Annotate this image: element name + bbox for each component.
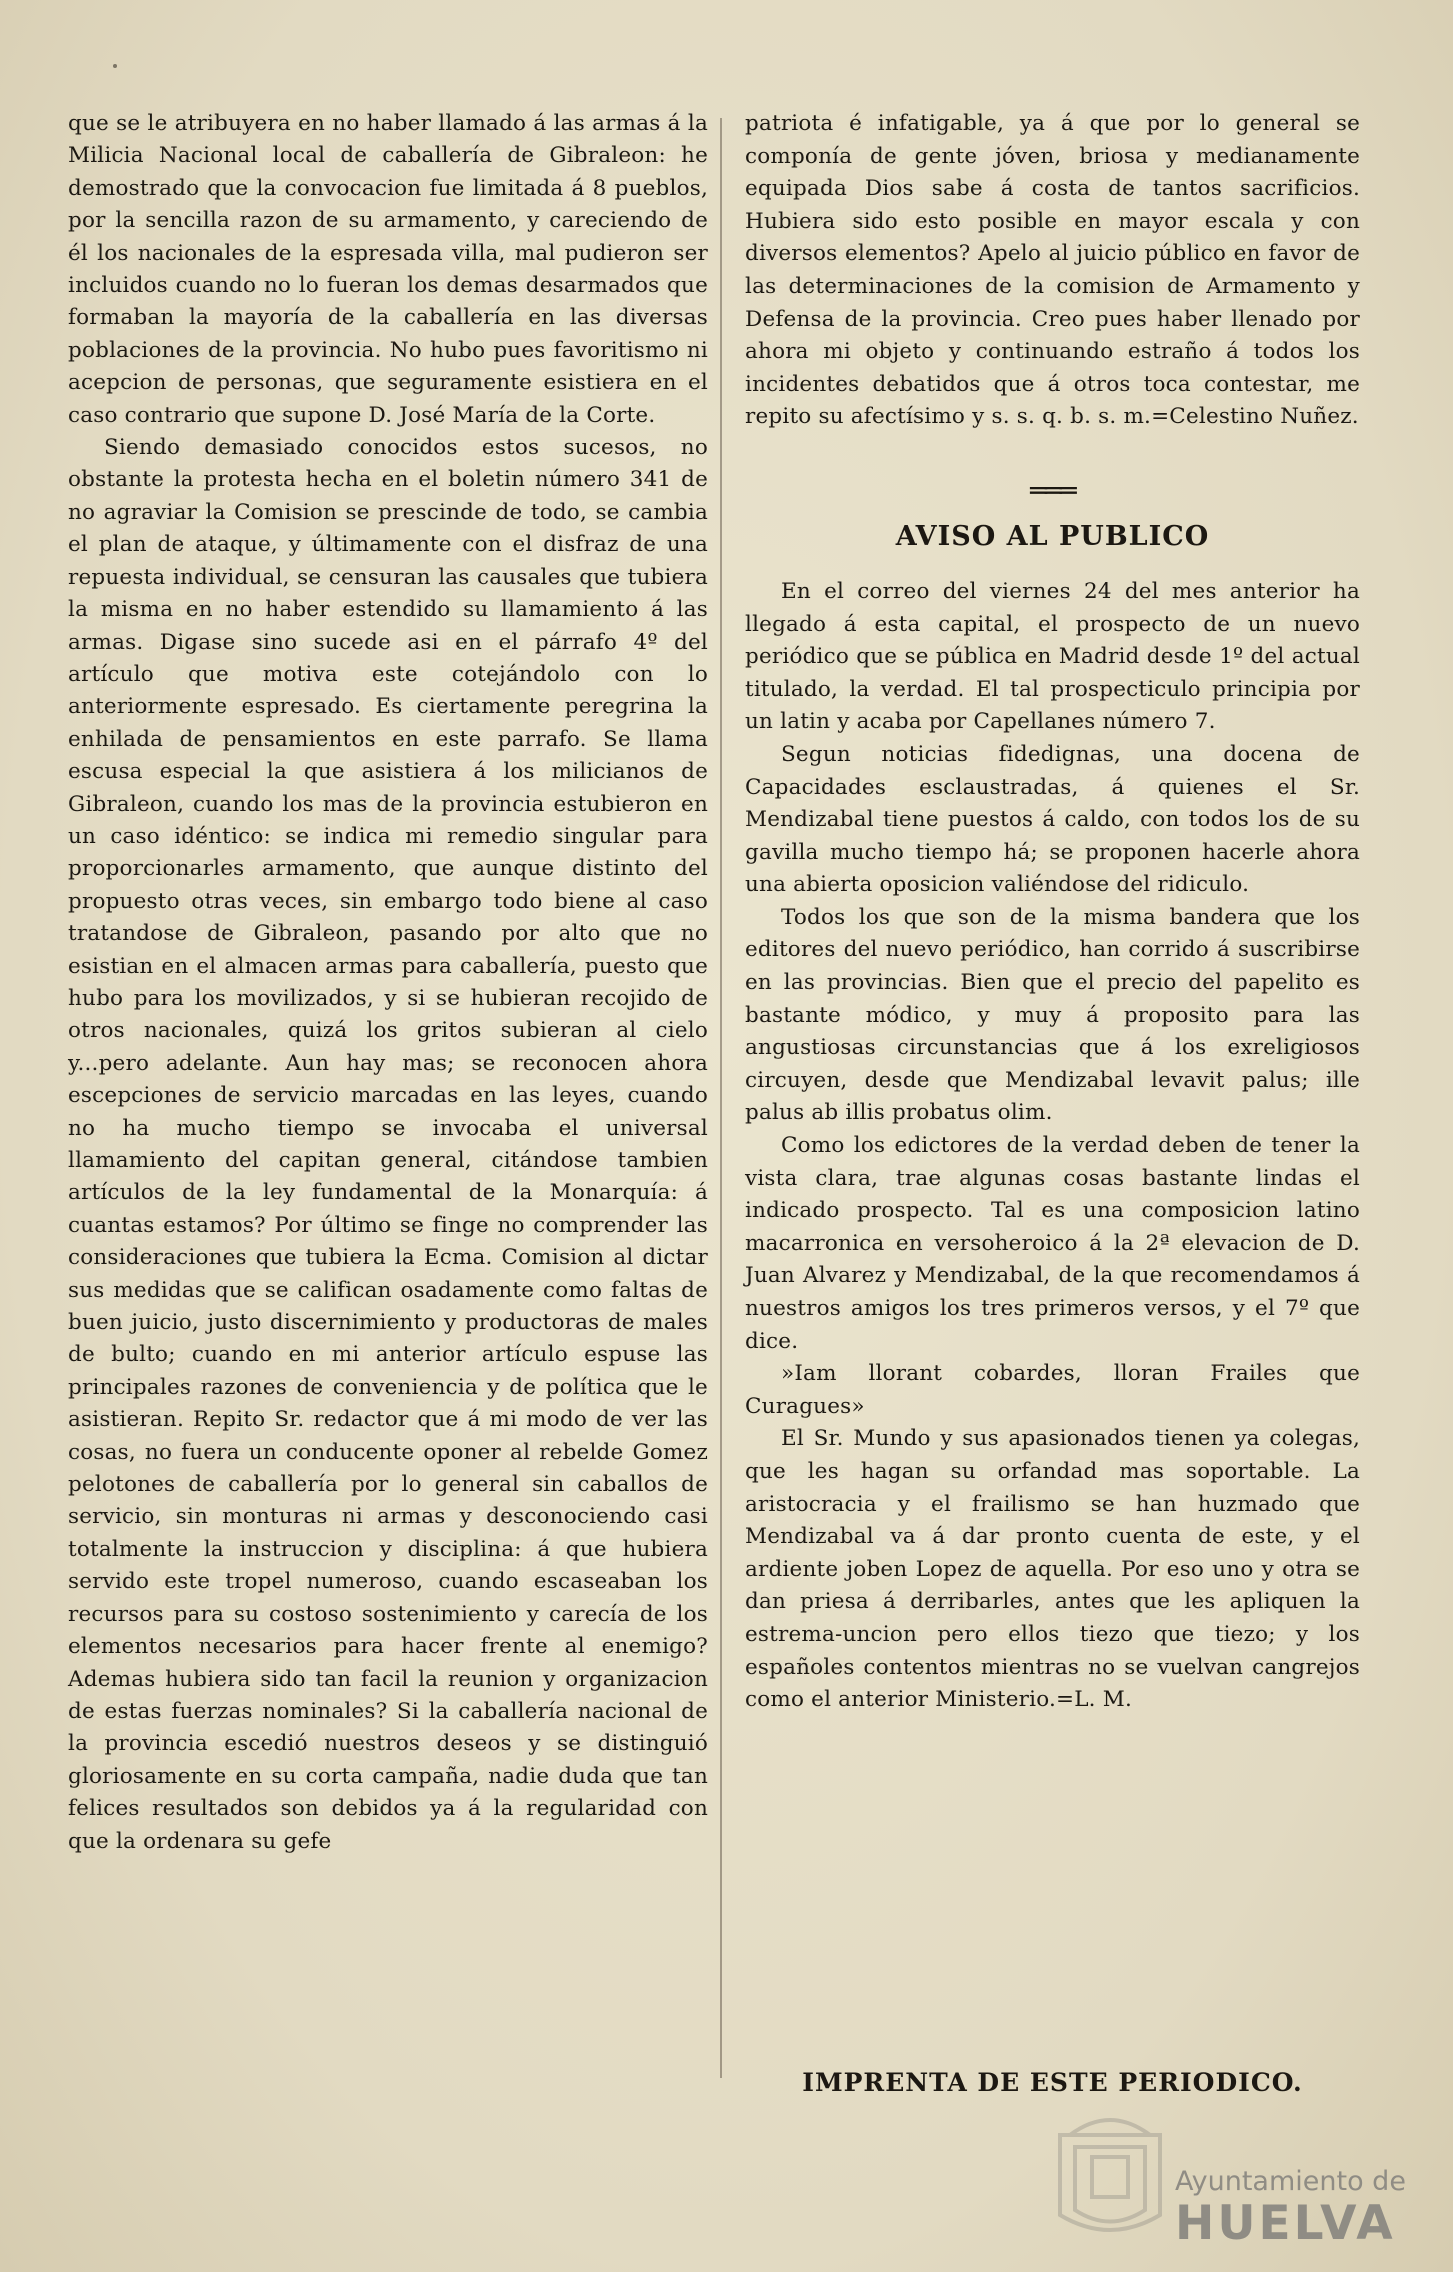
- notice-paragraph-1: En el correo del viernes 24 del mes anterior ha llegado á esta capital, el prospecto de un nuevo periódico que se pública en Madrid desde 1º del actual titulado, la verdad. El tal prospecticulo principia por un latin y acaba por Capellanes número 7.: [745, 578, 1360, 735]
- right-paragraph-1: patriota é infatigable, ya á que por lo general se componía de gente jóven, briosa y medianamente equipada Dios sabe á costa de tantos sacrificios. Hubiera sido esto posible en mayor escala y con diversos elementos? Apelo al juicio público en favor de las determinaciones de la comision de Armamento y Defensa de la provincia. Creo pues haber llenado por ahora mi objeto y continuando estraño á todos los incidentes debatidos que á otros toca contestar, me repito su afectísimo y s. s. q. b. s. m.=Celestino Nuñez.: [745, 111, 1360, 430]
- watermark-line-2: HUELVA: [1175, 2196, 1396, 2251]
- left-column: [68, 108, 708, 1858]
- notice-paragraph-4: Como los edictores de la verdad deben de tener la vista clara, trae algunas cosas bastante lindas el indicado prospecto. Tal es una composicion latino macarronica en versoheroico á la 2ª elevacion de D. Juan Alvarez y Mendizabal, de la que recomendamos á nuestros amigos los tres primeros versos, y el 7º que dice.: [745, 1133, 1360, 1354]
- notice-paragraph-5: El Sr. Mundo y sus apasionados tienen ya colegas, que les hagan su orfandad mas soportable. La aristocracia y el frailismo se han huzmado que Mendizabal va á dar pronto cuenta de este, y el ardiente joben Lopez de aquella. Por eso uno y otra se dan priesa á derribarles, antes que les apliquen la estrema-uncion pero ellos tiezo que tiezo; y los españoles contentos mientras no se vuelvan cangrejos como el anterior Ministerio.=L. M.: [745, 1426, 1360, 1713]
- printer-imprint: IMPRENTA DE ESTE PERIODICO.: [802, 2068, 1303, 2097]
- notice-verse: »Iam llorant cobardes, lloran Frailes que Curagues»: [745, 1361, 1360, 1419]
- left-paragraph-1: que se le atribuyera en no haber llamado á las armas á la Milicia Nacional local de caballería de Gibraleon: he demostrado que la convocacion fue limitada á 8 pueblos, por la sencilla razon de su armamento, y careciendo de él los nacionales de la espresada villa, mal pudieron ser incluidos cuando no lo fueran los demas desarmados que formaban la mayoría de la caballería en las diversas poblaciones de la provincia. No hubo pues favoritismo ni acepcion de personas, que seguramente esistiera en el caso contrario que supone D. José María de la Corte.: [68, 111, 708, 428]
- watermark-line-1: Ayuntamiento de: [1175, 2166, 1406, 2197]
- notice-paragraph-3: Todos los que son de la misma bandera que los editores del nuevo periódico, han corrido á suscribirse en las provincias. Bien que el precio del papelito es bastante módico, y muy á proposito para las angustiosas circunstancias que á los exreligiosos circuyen, desde que Mendizabal levavit palus; ille palus ab illis probatus olim.: [745, 904, 1360, 1126]
- section-ornament: ═══: [1030, 473, 1075, 507]
- right-column: [745, 108, 1360, 1717]
- ink-speck: [113, 64, 117, 68]
- left-paragraph-2: Siendo demasiado conocidos estos sucesos, no obstante la protesta hecha en el boletin número 341 de no agraviar la Comision se prescinde de todo, se cambia el plan de ataque, y últimamente con el disfraz de una repuesta individual, se censuran las causales que tubiera la misma en no haber estendido su llamamiento á las armas. Digase sino sucede asi en el párrafo 4º del artículo que motiva este cotejándolo con lo anteriormente espresado. Es ciertamente peregrina la enhilada de pensamientos en este parrafo. Se llama escusa especial la que asistiera á los milicianos de Gibraleon, cuando los mas de la provincia estubieron en un caso idéntico: se indica mi remedio singular para proporcionarles armamento, que aunque distinto del propuesto otras veces, sin embargo todo biene al caso tratandose de Gibraleon, pasando por alto que no esistian en el almacen armas para caballería, puesto que hubo para los movilizados, y si se hubieran recojido de otros nacionales, quizá los gritos subieran al cielo y...pero adelante. Aun hay mas; se reconocen ahora escepciones de servicio marcadas en las leyes, cuando no ha mucho tiempo se invocaba el universal llamamiento del capitan general, citándose tambien artículos de la ley fundamental de la Monarquía: á cuantas estamos? Por último se finge no comprender las consideraciones que tubiera la Ecma. Comision al dictar sus medidas que se califican osadamente como faltas de buen juicio, justo discernimiento y productoras de males de bulto; cuando en mi anterior artículo espuse las principales razones de conveniencia y de política que le asistieran. Repito Sr. redactor que á mi modo de ver las cosas, no fuera un conducente oponer al rebelde Gomez pelotones de caballería por lo general sin caballos de servicio, sin monturas ni armas y desconociendo casi totalmente la instruccion y disciplina: á que hubiera servido este tropel numeroso, cuando escaseaban los recursos para su costoso sostenimiento y carecía de los elementos necesarios para hacer frente al enemigo? Ademas hubiera sido tan facil la reunion y organizacion de estas fuerzas nominales? Si la caballería nacional de la provincia escedió nuestros deseos y se distinguió gloriosamente en su corta campaña, nadie duda que tan felices resultados son debidos ya á la regularidad con que la ordenara su gefe: [68, 435, 708, 1854]
- column-divider: [720, 118, 722, 2078]
- notice-paragraph-2: Segun noticias fidedignas, una docena de Capacidades esclaustradas, á quienes el Sr. Mendizabal tiene puestos á caldo, con todos los de su gavilla mucho tiempo há; se proponen hacerle ahora una abierta oposicion valiéndose del ridiculo.: [745, 741, 1360, 898]
- notice-heading: AVISO AL PUBLICO: [895, 520, 1210, 552]
